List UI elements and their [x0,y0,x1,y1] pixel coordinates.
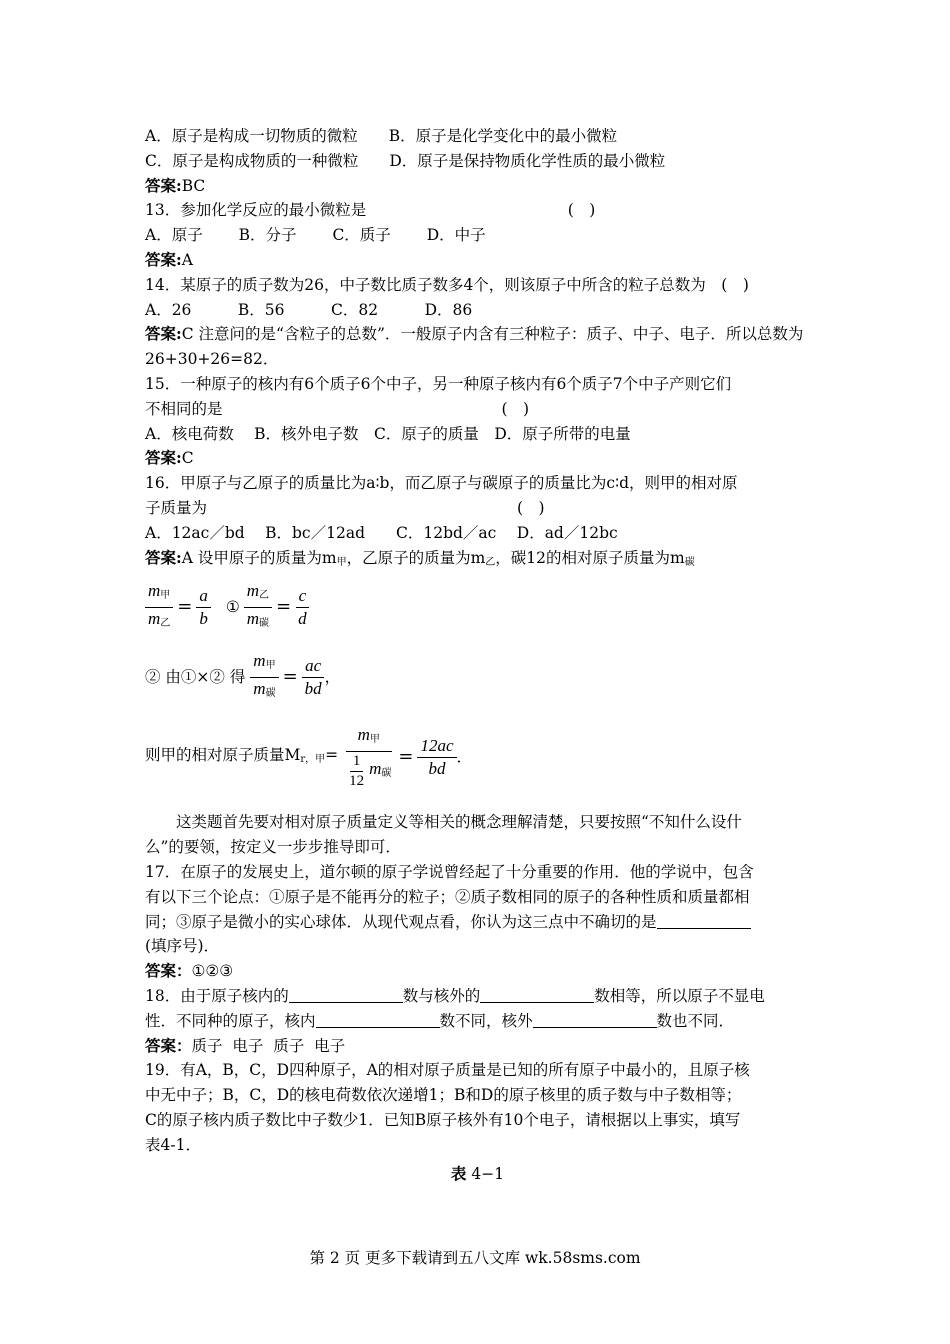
q18-line1: 18．由于原子核内的 数与核外的 数相等，所以原子不显电 [145,984,810,1009]
fraction: $\frac{m_乙}{m_碳}$ [244,580,272,635]
q15-stem-line2: 不相同的是 ( ) [145,399,530,418]
q18-line2: 性．不同种的原子，核内 数不同，核外 数也不同． [145,1009,810,1034]
answer-text: A [181,250,193,269]
q15-answer [145,446,810,471]
q17-line3 [145,910,810,935]
q17-text: 同；③原子是微小的实心球体．从现代观点看，你认为这三点中不确切的是 [145,912,657,931]
q16-note-line1: 这类题首先要对相对原子质量定义等相关的概念理解清楚，只要按照“不知什么设什 [176,813,742,832]
answer-blank[interactable] [316,1009,440,1028]
formula-mr: 则甲的相对原子质量$M_{r,甲}=$ $m_甲$ $\frac{1}{12}$ $m_碳$ = $\frac{12ac}{bd}$ ． [145,725,473,790]
answer-blank[interactable] [480,984,594,1003]
answer-label: 答案： [145,961,192,981]
q18-answer [145,1034,810,1059]
circled-one: ① [225,598,240,617]
answer-label: 答案: [145,249,182,269]
answer-text: C 注意问的是“含粒子的总数”．一般原子内含有三种粒子：质子、中子、电子．所以总数为26+30+26=82． [145,325,804,369]
q17-line2: 有以下三个论点：①原子是不能再分的粒子；②质子数相同的原子的各种性质和质量都相 [145,887,750,906]
q14-options: A．26 B．56 C．82 D．86 [145,300,473,319]
q19-line2: 中无中子；B，C，D的核电荷数依次递增1；B和D的原子核里的质子数与中子数相等； [145,1086,742,1105]
answer-text: A 设甲原子的质量为m [181,548,337,567]
subscript: 甲 [336,556,347,568]
q17-line4: (填序号)． [145,937,220,956]
q15-stem-line1: 15．一种原子的核内有6个质子6个中子，另一种原子核内有6个质子7个中子产则它们 [145,374,732,393]
fraction: $\frac{c}{d}$ [295,585,310,630]
answer-label: 答案: [145,448,182,468]
answer-blank[interactable] [289,984,403,1003]
q12-answer [145,174,810,199]
answer-text: ①②③ [191,962,234,981]
subscript: 乙 [485,556,496,568]
q19-line1: 19．有A，B，C，D四种原子，A的相对原子质量是已知的所有原子中最小的，且原子核 [145,1061,750,1080]
answer-text: ，碳12的相对原子质量为m [495,548,685,567]
answer-label: 答案: [145,175,182,195]
fraction: $m_甲$ $\frac{1}{12}$ $m_碳$ [343,724,394,791]
fraction: $\frac{m_甲}{m_乙}$ [145,580,173,635]
formula-step2: ② 由①×② 得 $\frac{m_甲}{m_碳}$ = $\frac{ac}{bd}$ ， [145,650,810,706]
q16-stem-line2: 子质量为 ( ) [145,498,545,517]
q16-answer [145,546,810,571]
answer-text: ，乙原子的质量为m [346,548,486,567]
fraction: $\frac{12ac}{bd}$ [417,735,456,780]
formula-text: ② 由①×② 得 [145,668,246,687]
q15-options: A．核电荷数 B．核外电子数 C．原子的质量 D．原子所带的电量 [145,424,631,443]
answer-label: 答案： [145,1035,192,1055]
q13-stem: 13．参加化学反应的最小微粒是 ( ) [145,201,596,220]
answer-text: BC [181,176,206,195]
answer-text: 质子 电子 质子 电子 [191,1036,346,1055]
q16-note-line2: 么”的要领，按定义一步步推导即可． [145,838,401,857]
formula-text: 则甲的相对原子质量$M_{r,甲}=$ [145,745,339,765]
answer-blank[interactable] [533,1009,657,1028]
q13-answer [145,248,810,273]
page-footer: 第 2 页 更多下载请到五八文库 wk.58sms.com [309,1249,641,1267]
q16-options: A．12ac／bd B．bc／12ad C．12bd／ac D．ad／12bc [145,523,618,542]
q14-stem: 14．某原子的质子数为26，中子数比质子数多4个，则该原子中所含的粒子总数为 ( ) [145,275,749,294]
q19-line4: 表4-1． [145,1135,201,1154]
document-body [145,124,810,1186]
q12-options-line2: C．原子是构成物质的一种微粒 D．原子是保持物质化学性质的最小微粒 [145,151,666,170]
answer-label: 答案: [145,547,182,567]
formula-ratio: $\frac{m_甲}{m_乙}$ = $\frac{a}{b}$ ① $\frac{m_乙}{m_碳}$ = $\frac{c}{d}$ [145,580,810,636]
subscript: 碳 [684,556,695,568]
fraction: $\frac{ac}{bd}$ [302,655,325,700]
q12-options-line1: A．原子是构成一切物质的微粒 B．原子是化学变化中的最小微粒 [145,127,618,145]
answer-text: C [181,449,194,468]
q14-answer [145,322,810,372]
table-title: 表 4−1 [450,1163,505,1183]
fraction: $\frac{m_甲}{m_碳}$ [250,650,278,705]
q16-stem-line1: 16．甲原子与乙原子的质量比为a∶b，而乙原子与碳原子的质量比为c∶d，则甲的相对原 [145,474,738,493]
q13-options: A．原子 B．分子 C．质子 D．中子 [145,226,486,245]
answer-blank[interactable] [657,910,751,929]
answer-label: 答案: [145,324,182,344]
q17-answer [145,959,810,984]
q19-line3: C的原子核内质子数比中子数少1．已知B原子核外有10个电子，请根据以上事实，填写 [145,1110,741,1129]
q17-line1: 17．在原子的发展史上，道尔顿的原子学说曾经起了十分重要的作用．他的学说中，包含 [145,862,754,881]
fraction: $\frac{a}{b}$ [196,585,211,630]
